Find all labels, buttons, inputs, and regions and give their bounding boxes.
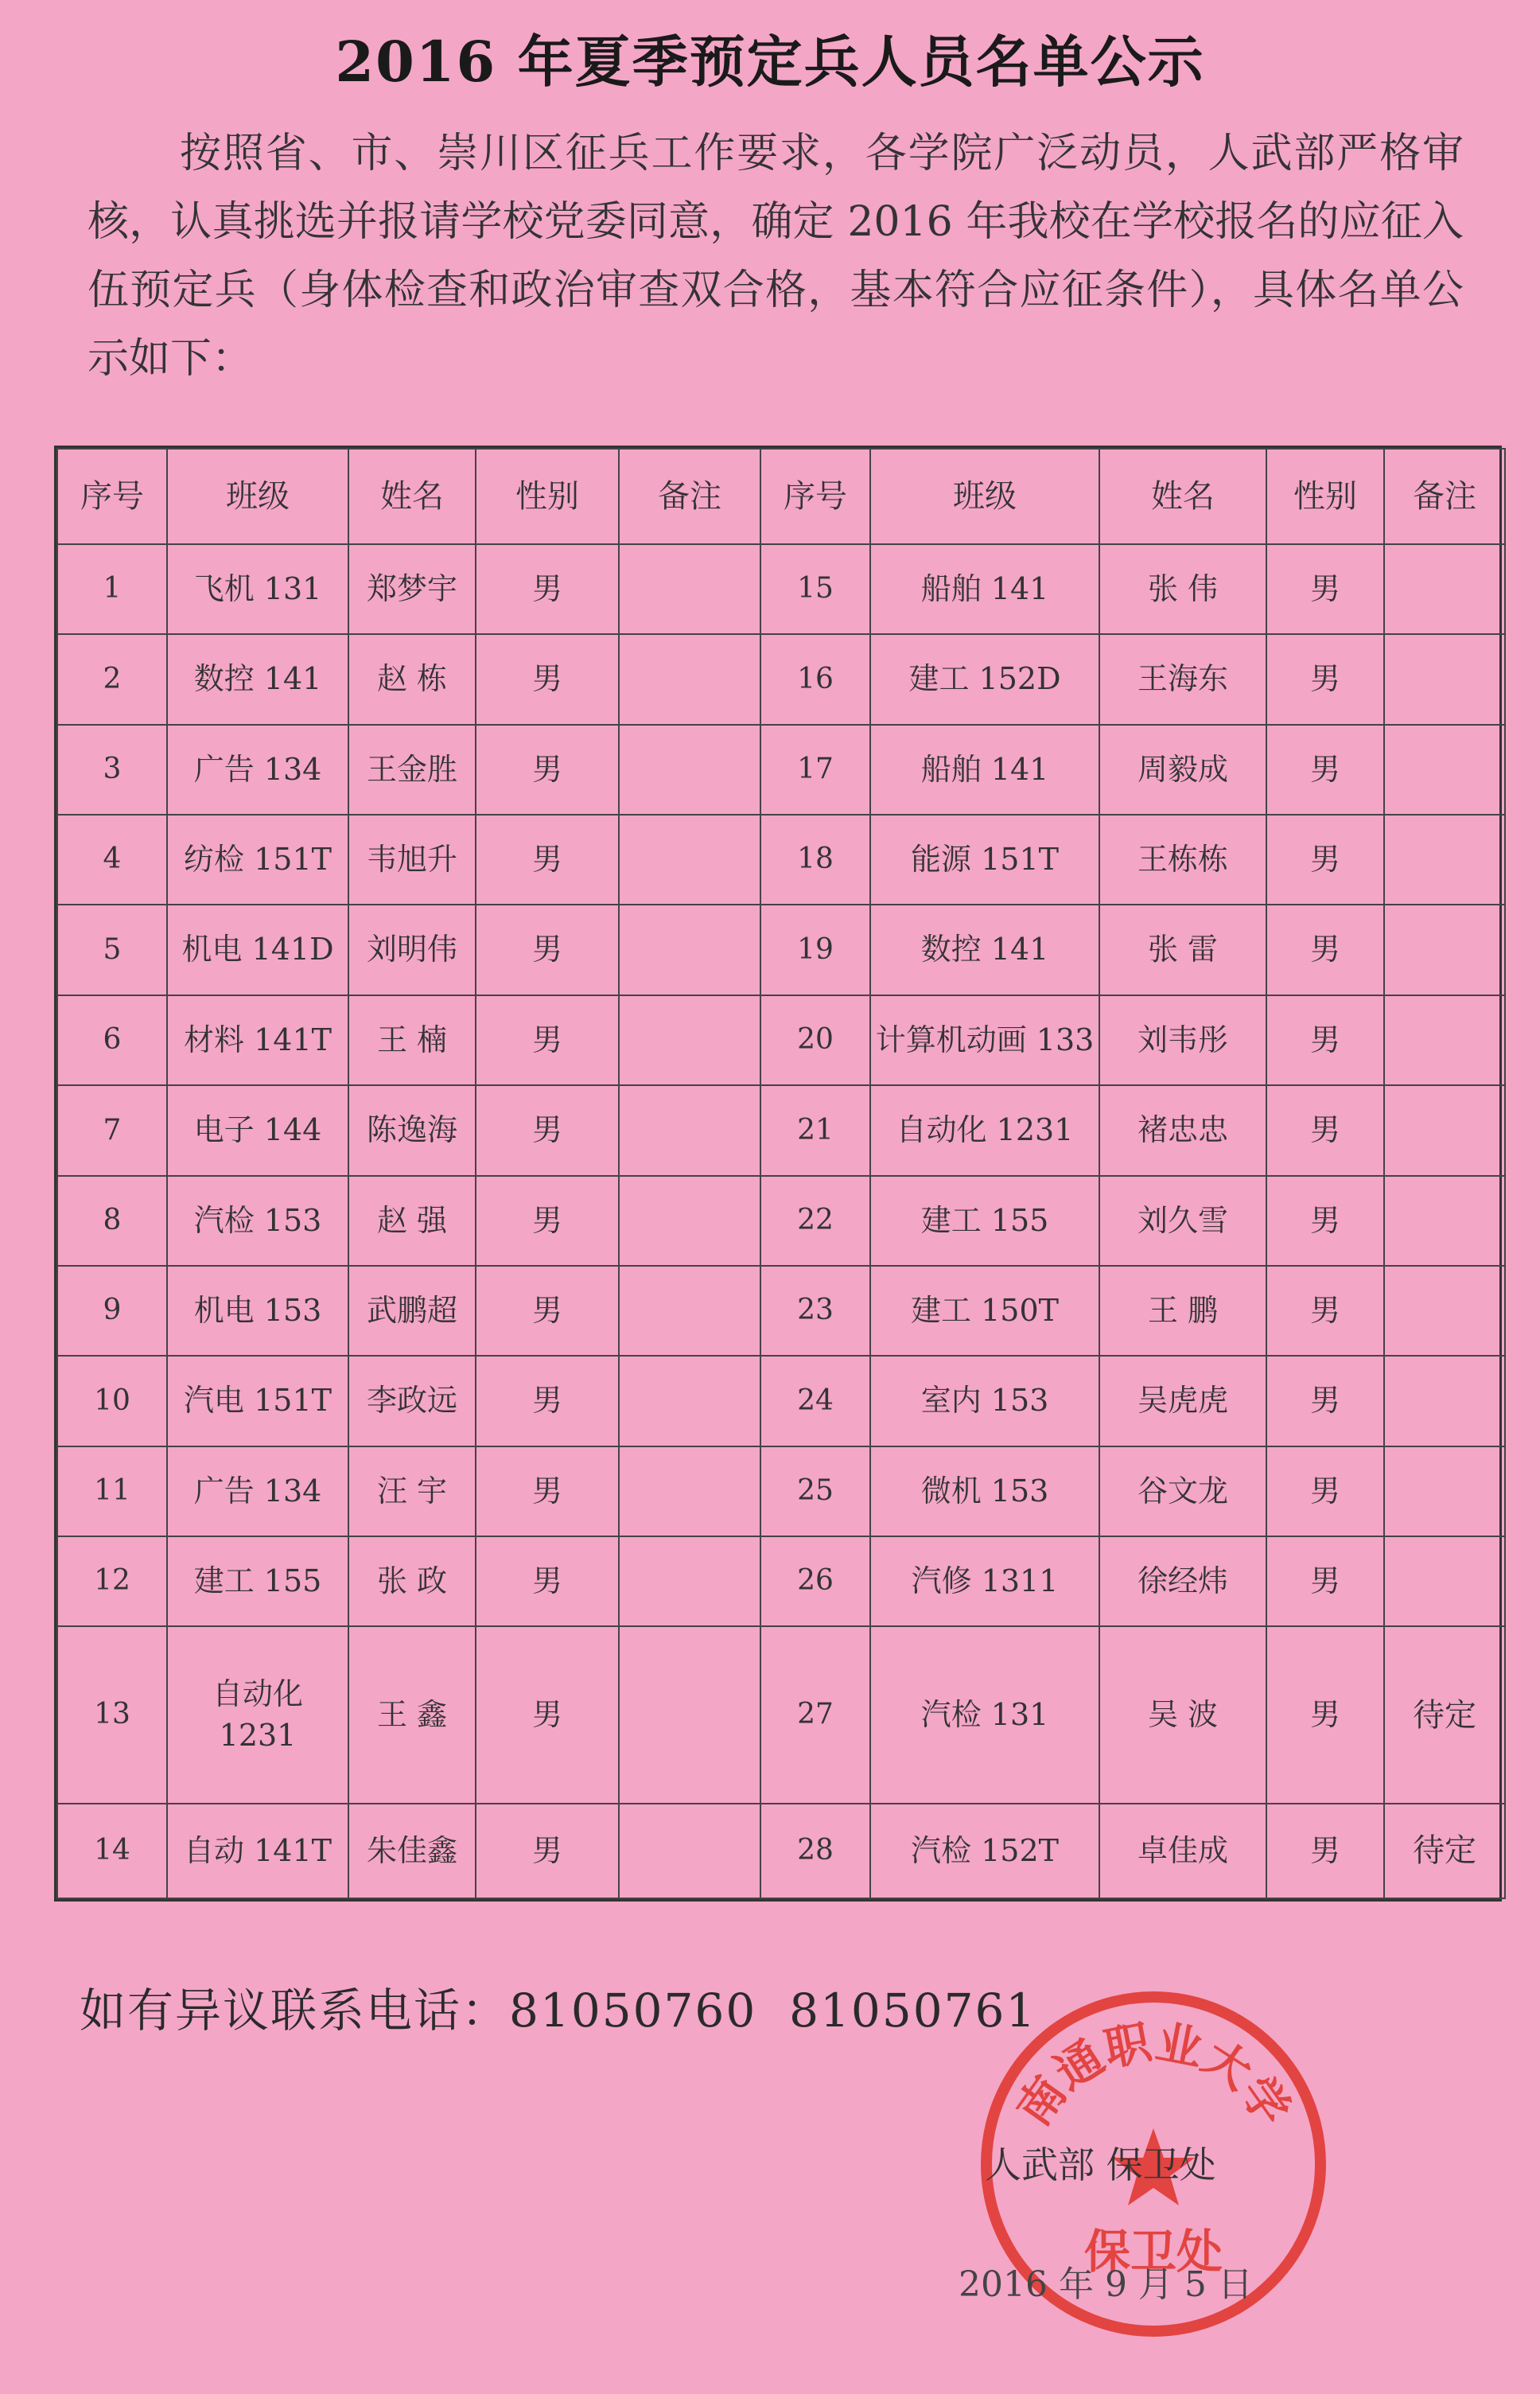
- cell-class: 自动化 1231: [870, 1085, 1099, 1175]
- cell-sex: 男: [476, 1536, 619, 1626]
- cell-class: 计算机动画 133: [870, 995, 1099, 1085]
- cell-sex: 男: [1266, 1266, 1384, 1356]
- cell-note: 待定: [1384, 1804, 1505, 1898]
- cell-name: 张 政: [348, 1536, 476, 1626]
- cell-name: 吴虎虎: [1099, 1356, 1266, 1446]
- cell-no: 6: [57, 995, 167, 1085]
- cell-note: [619, 1804, 760, 1898]
- cell-sex: 男: [1266, 1626, 1384, 1803]
- cell-name: 王 鹏: [1099, 1266, 1266, 1356]
- cell-name: 赵 强: [348, 1176, 476, 1266]
- cell-class: 数控 141: [167, 634, 348, 724]
- cell-sex: 男: [476, 1626, 619, 1803]
- cell-no: 5: [57, 905, 167, 995]
- cell-sex: 男: [476, 1804, 619, 1898]
- table-row: [57, 1085, 1505, 1175]
- cell-name: 谷文龙: [1099, 1446, 1266, 1536]
- cell-note: [619, 995, 760, 1085]
- cell-sex: 男: [476, 1266, 619, 1356]
- cell-no: 11: [57, 1446, 167, 1536]
- cell-class: 数控 141: [870, 905, 1099, 995]
- cell-class: 纺检 151T: [167, 815, 348, 905]
- cell-class: 汽修 1311: [870, 1536, 1099, 1626]
- cell-sex: 男: [1266, 1446, 1384, 1536]
- cell-no: 25: [760, 1446, 870, 1536]
- cell-sex: 男: [476, 905, 619, 995]
- header-no: 序号: [57, 449, 167, 544]
- cell-no: 8: [57, 1176, 167, 1266]
- cell-name: 王 楠: [348, 995, 476, 1085]
- cell-note: [1384, 634, 1505, 724]
- cell-note: [619, 1356, 760, 1446]
- cell-sex: 男: [1266, 815, 1384, 905]
- cell-note: [1384, 1176, 1505, 1266]
- cell-class: 船舶 141: [870, 544, 1099, 634]
- cell-name: 赵 栋: [348, 634, 476, 724]
- cell-class: 微机 153: [870, 1446, 1099, 1536]
- cell-sex: 男: [1266, 1804, 1384, 1898]
- cell-class: 机电 153: [167, 1266, 348, 1356]
- cell-name: 卓佳成: [1099, 1804, 1266, 1898]
- cell-name: 汪 宇: [348, 1446, 476, 1536]
- cell-no: 15: [760, 544, 870, 634]
- cell-class: 船舶 141: [870, 725, 1099, 815]
- contact-label: 如有异议联系电话：: [80, 1983, 510, 2038]
- cell-note: [619, 1626, 760, 1803]
- cell-name: 王金胜: [348, 725, 476, 815]
- table-row: [57, 905, 1505, 995]
- cell-no: 22: [760, 1176, 870, 1266]
- cell-note: [619, 634, 760, 724]
- cell-sex: 男: [1266, 1176, 1384, 1266]
- cell-name: 王 鑫: [348, 1626, 476, 1803]
- cell-note: [619, 905, 760, 995]
- cell-note: [1384, 1446, 1505, 1536]
- table-row: [57, 1266, 1505, 1356]
- cell-sex: 男: [1266, 725, 1384, 815]
- cell-no: 9: [57, 1266, 167, 1356]
- cell-no: 19: [760, 905, 870, 995]
- seal-arc-text: 南通职业大学: [1006, 2014, 1301, 2135]
- cell-note: 待定: [1384, 1626, 1505, 1803]
- cell-no: 13: [57, 1626, 167, 1803]
- cell-name: 周毅成: [1099, 725, 1266, 815]
- cell-sex: 男: [1266, 634, 1384, 724]
- cell-sex: 男: [476, 1085, 619, 1175]
- cell-sex: 男: [476, 725, 619, 815]
- cell-class: 广告 134: [167, 1446, 348, 1536]
- roster-table: [56, 448, 1506, 1899]
- header-name: 姓名: [1099, 449, 1266, 544]
- cell-sex: 男: [476, 544, 619, 634]
- cell-class: 材料 141T: [167, 995, 348, 1085]
- table-row: [57, 634, 1505, 724]
- cell-no: 3: [57, 725, 167, 815]
- cell-name: 褚忠忠: [1099, 1085, 1266, 1175]
- cell-name: 吴 波: [1099, 1626, 1266, 1803]
- cell-class: 室内 153: [870, 1356, 1099, 1446]
- cell-class: 自动 141T: [167, 1804, 348, 1898]
- cell-note: [1384, 1085, 1505, 1175]
- cell-name: 张 伟: [1099, 544, 1266, 634]
- cell-no: 4: [57, 815, 167, 905]
- cell-name: 刘明伟: [348, 905, 476, 995]
- table-row: [57, 1356, 1505, 1446]
- table-row: [57, 725, 1505, 815]
- cell-name: 刘久雪: [1099, 1176, 1266, 1266]
- table-row: [57, 544, 1505, 634]
- cell-class: 电子 144: [167, 1085, 348, 1175]
- cell-no: 27: [760, 1626, 870, 1803]
- header-class: 班级: [167, 449, 348, 544]
- cell-name: 郑梦宇: [348, 544, 476, 634]
- cell-note: [619, 725, 760, 815]
- cell-name: 李政远: [348, 1356, 476, 1446]
- cell-name: 韦旭升: [348, 815, 476, 905]
- cell-note: [619, 1446, 760, 1536]
- cell-class: 汽检 152T: [870, 1804, 1099, 1898]
- cell-no: 14: [57, 1804, 167, 1898]
- cell-name: 武鹏超: [348, 1266, 476, 1356]
- cell-class: 机电 141D: [167, 905, 348, 995]
- contact-line: [80, 1973, 1036, 2040]
- cell-sex: 男: [476, 634, 619, 724]
- cell-name: 张 雷: [1099, 905, 1266, 995]
- header-note: 备注: [619, 449, 760, 544]
- table-row: [57, 1626, 1505, 1803]
- table-row: [57, 995, 1505, 1085]
- contact-phone-1: 81050760: [509, 1983, 757, 2038]
- cell-note: [1384, 995, 1505, 1085]
- cell-no: 18: [760, 815, 870, 905]
- cell-no: 1: [57, 544, 167, 634]
- cell-class: 能源 151T: [870, 815, 1099, 905]
- cell-note: [1384, 1266, 1505, 1356]
- cell-note: [1384, 1536, 1505, 1626]
- cell-no: 2: [57, 634, 167, 724]
- header-name: 姓名: [348, 449, 476, 544]
- cell-no: 28: [760, 1804, 870, 1898]
- cell-sex: 男: [476, 815, 619, 905]
- cell-name: 王栋栋: [1099, 815, 1266, 905]
- cell-name: 刘韦彤: [1099, 995, 1266, 1085]
- page-title: 2016 年夏季预定兵人员名单公示: [335, 29, 1205, 95]
- contact-phone-2: 81050761: [789, 1983, 1037, 2038]
- cell-no: 17: [760, 725, 870, 815]
- cell-sex: 男: [1266, 1356, 1384, 1446]
- cell-class: 汽检 153: [167, 1176, 348, 1266]
- cell-name: 王海东: [1099, 634, 1266, 724]
- cell-no: 10: [57, 1356, 167, 1446]
- cell-sex: 男: [1266, 1085, 1384, 1175]
- cell-sex: 男: [1266, 995, 1384, 1085]
- cell-sex: 男: [476, 1446, 619, 1536]
- header-class: 班级: [870, 449, 1099, 544]
- roster-table-frame: [54, 446, 1502, 1902]
- cell-note: [1384, 905, 1505, 995]
- cell-note: [1384, 815, 1505, 905]
- header-note: 备注: [1384, 449, 1505, 544]
- issue-date: 2016 年 9 月 5 日: [959, 2264, 1253, 2305]
- cell-no: 24: [760, 1356, 870, 1446]
- table-header-row: [57, 449, 1505, 544]
- cell-class: 建工 152D: [870, 634, 1099, 724]
- cell-name: 徐经炜: [1099, 1536, 1266, 1626]
- cell-note: [1384, 544, 1505, 634]
- cell-sex: 男: [476, 1356, 619, 1446]
- cell-no: 7: [57, 1085, 167, 1175]
- cell-note: [619, 544, 760, 634]
- cell-class: 建工 155: [870, 1176, 1099, 1266]
- cell-note: [1384, 1356, 1505, 1446]
- cell-no: 23: [760, 1266, 870, 1356]
- cell-note: [619, 1176, 760, 1266]
- cell-name: 陈逸海: [348, 1085, 476, 1175]
- cell-class: 自动化 1231: [167, 1626, 348, 1803]
- cell-note: [619, 1266, 760, 1356]
- table-row: [57, 1804, 1505, 1898]
- cell-class: 建工 150T: [870, 1266, 1099, 1356]
- cell-class: 汽电 151T: [167, 1356, 348, 1446]
- cell-no: 26: [760, 1536, 870, 1626]
- cell-sex: 男: [1266, 905, 1384, 995]
- intro-paragraph: 按照省、市、崇川区征兵工作要求，各学院广泛动员，人武部严格审核，认真挑选并报请学校党委同意，确定 2016 年我校在学校报名的应征入伍预定兵（身体检查和政治审查双合格，基本符合应征条件），具体名单公示如下：: [88, 130, 1464, 383]
- cell-note: [619, 1536, 760, 1626]
- cell-sex: 男: [476, 1176, 619, 1266]
- cell-class: 飞机 131: [167, 544, 348, 634]
- table-row: [57, 1536, 1505, 1626]
- cell-note: [1384, 725, 1505, 815]
- cell-sex: 男: [476, 995, 619, 1085]
- cell-note: [619, 815, 760, 905]
- table-row: [57, 815, 1505, 905]
- header-no: 序号: [760, 449, 870, 544]
- cell-sex: 男: [1266, 1536, 1384, 1626]
- table-row: [57, 1446, 1505, 1536]
- header-sex: 性别: [1266, 449, 1384, 544]
- cell-no: 12: [57, 1536, 167, 1626]
- issuing-department: 人武部 保卫处: [985, 2143, 1216, 2186]
- cell-no: 20: [760, 995, 870, 1085]
- cell-name: 朱佳鑫: [348, 1804, 476, 1898]
- cell-class: 建工 155: [167, 1536, 348, 1626]
- seal-bottom-text: 保卫处: [1083, 2225, 1223, 2279]
- header-sex: 性别: [476, 449, 619, 544]
- cell-no: 16: [760, 634, 870, 724]
- cell-class: 广告 134: [167, 725, 348, 815]
- cell-note: [619, 1085, 760, 1175]
- cell-class: 汽检 131: [870, 1626, 1099, 1803]
- cell-no: 21: [760, 1085, 870, 1175]
- table-row: [57, 1176, 1505, 1266]
- cell-sex: 男: [1266, 544, 1384, 634]
- roster-body: [57, 544, 1505, 1898]
